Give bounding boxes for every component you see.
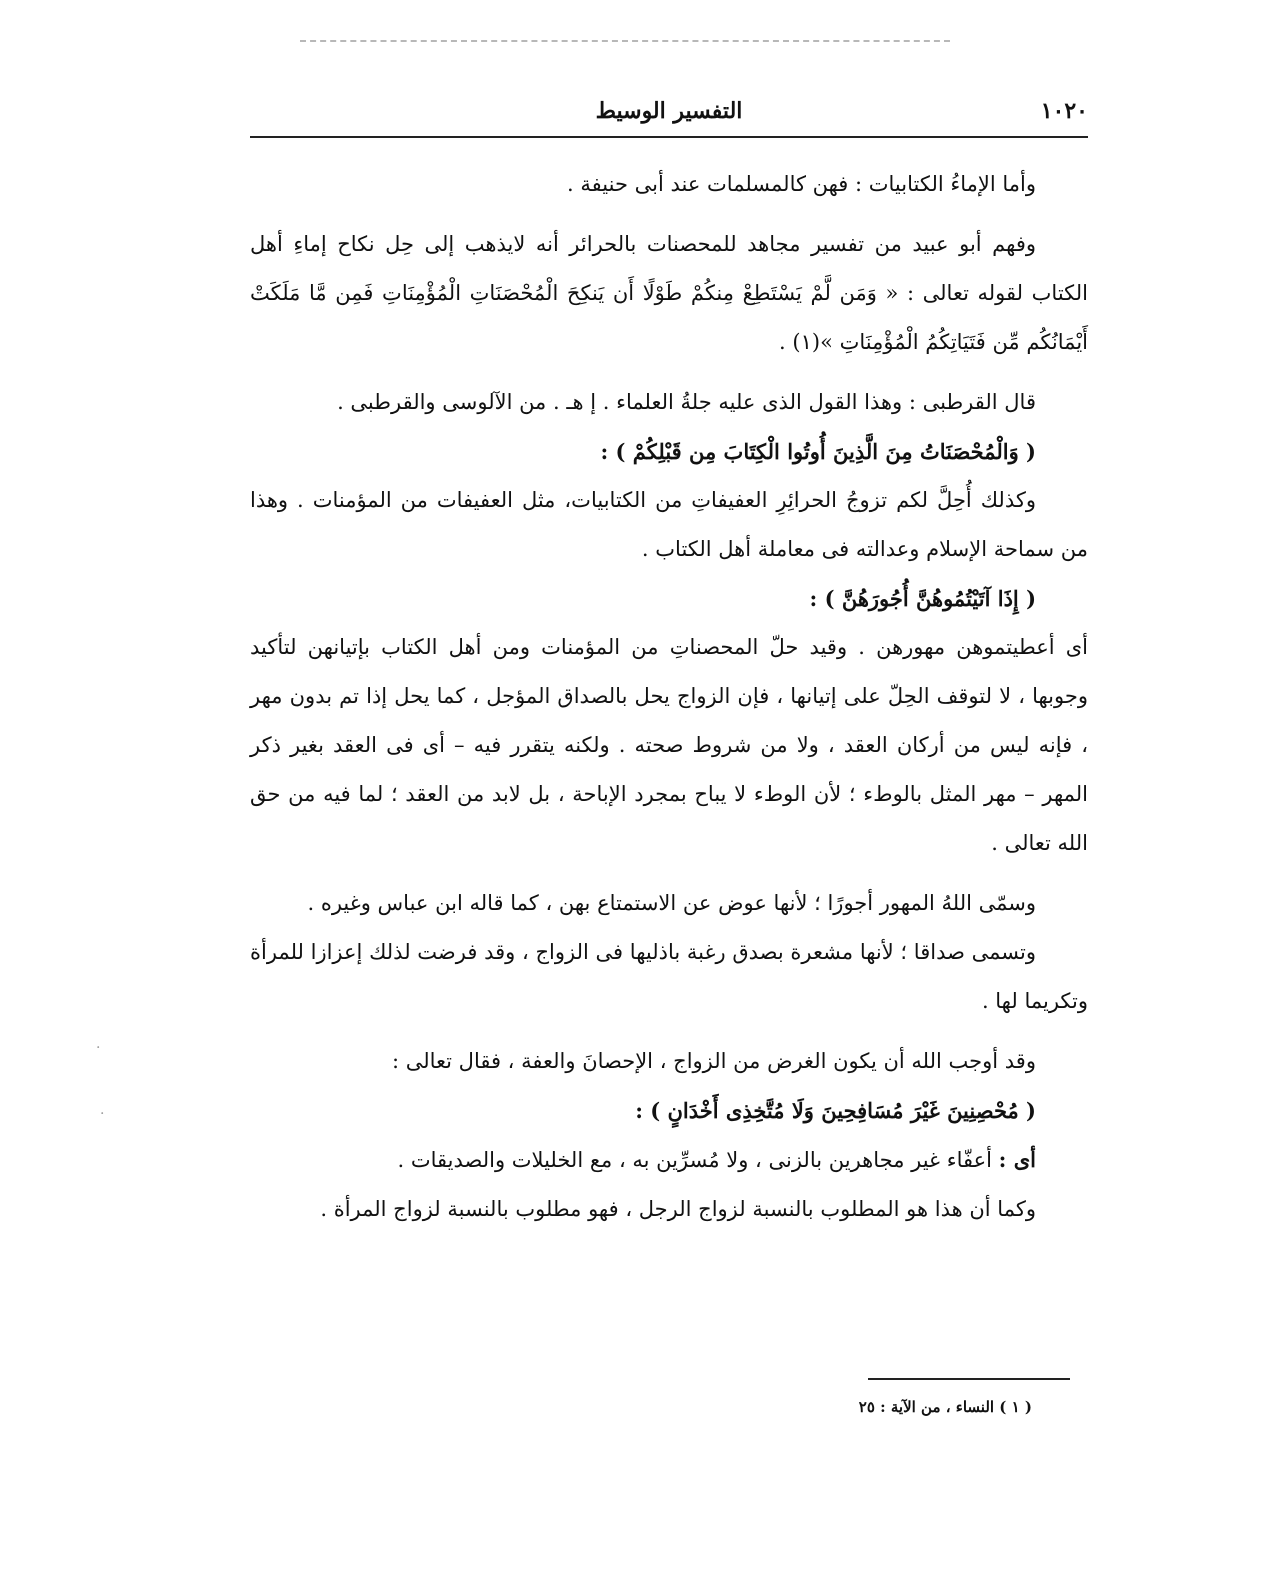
paragraph: قال القرطبى : وهذا القول الذى عليه جلةُ العلماء . إ هـ . من الآلوسى والقرطبى . (337, 390, 1036, 414)
footnote-divider (868, 1378, 1070, 1380)
paragraph (250, 1135, 1088, 1185)
footnote: ( ١ ) النساء ، من الآية : ٢٥ (858, 1398, 1032, 1416)
main-text (250, 160, 1088, 1234)
scan-artifact-line (300, 40, 950, 42)
quran-verse-heading: ( مُحْصِنِينَ غَيْرَ مُسَافِحِينَ وَلَا مُتَّخِذِى أَخْدَانٍ ) : (635, 1098, 1036, 1123)
scan-speck: · (96, 1040, 101, 1056)
page-number: ١٠٢٠ (1040, 98, 1088, 124)
paragraph: أى أعطيتموهن مهورهن . وقيد حلّ المحصناتِ من المؤمنات ومن أهل الكتاب بإتيانهن لتأكيد وجوبها ، لا لتوقف الحِلّ على إتيانها ، فإن الزواج يحل بالصداق المؤجل ، كما يحل إذا تم بدون مهر ، فإنه ليس من أركان العقد ، ولا من شروط صحته . ولكنه يتقرر فيه – أى فى العقد بغير ذكر المهر – مهر المثل بالوطء ؛ لأن الوطء لا يباح بمجرد الإباحة ، بل لابد من العقد ؛ لما فيه من حق الله تعالى . (250, 635, 1088, 855)
scan-speck: · (100, 1106, 105, 1122)
running-header (250, 96, 1088, 138)
paragraph: وقد أوجب الله أن يكون الغرض من الزواج ، الإحصانَ والعفة ، فقال تعالى : (391, 1049, 1036, 1073)
paragraph: وفهم أبو عبيد من تفسير مجاهد للمحصنات بالحرائر أنه لايذهب إلى حِل نكاح إماءِ أهل الكتاب لقوله تعالى : « وَمَن لَّمْ يَسْتَطِعْ مِنكُمْ طَوْلًا أَن يَنكِحَ الْمُحْصَنَاتِ الْمُؤْمِنَاتِ فَمِن مَّا مَلَكَتْ أَيْمَانُكُم مِّن فَتَيَاتِكُمُ الْمُؤْمِنَاتِ »(١) . (250, 232, 1088, 354)
paragraph: وتسمى صداقا ؛ لأنها مشعرة بصدق رغبة باذليها فى الزواج ، وقد فرضت لذلك إعزازا للمرأة وتكريما لها . (250, 940, 1088, 1013)
paragraph: وكما أن هذا هو المطلوب بالنسبة لزواج الرجل ، فهو مطلوب بالنسبة لزواج المرأة . (320, 1197, 1036, 1221)
paragraph: وأما الإماءُ الكتابيات : فهن كالمسلمات عند أبى حنيفة . (567, 172, 1036, 196)
quran-verse-heading: ( وَالْمُحْصَنَاتُ مِنَ الَّذِينَ أُوتُوا الْكِتَابَ مِن قَبْلِكُمْ ) : (600, 439, 1036, 464)
quran-verse-heading: ( إِذَا آتَيْتُمُوهُنَّ أُجُورَهُنَّ ) : (809, 586, 1036, 611)
paragraph: وسمّى اللهُ المهور أجورًا ؛ لأنها عوض عن الاستمتاع بهن ، كما قاله ابن عباس وغيره . (307, 891, 1036, 915)
paragraph: وكذلك أُحِلَّ لكم تزوجُ الحرائِرِ العفيفاتِ من الكتابيات، مثل العفيفات من المؤمنات . وهذا من سماحة الإسلام وعدالته فى معاملة أهل الكتاب . (250, 488, 1088, 561)
book-title: التفسير الوسيط (595, 98, 743, 124)
paragraph-lead: أى : (998, 1147, 1036, 1172)
paragraph-body: أعفّاء غير مجاهرين بالزنى ، ولا مُسرِّين به ، مع الخليلات والصديقات . (397, 1148, 992, 1172)
